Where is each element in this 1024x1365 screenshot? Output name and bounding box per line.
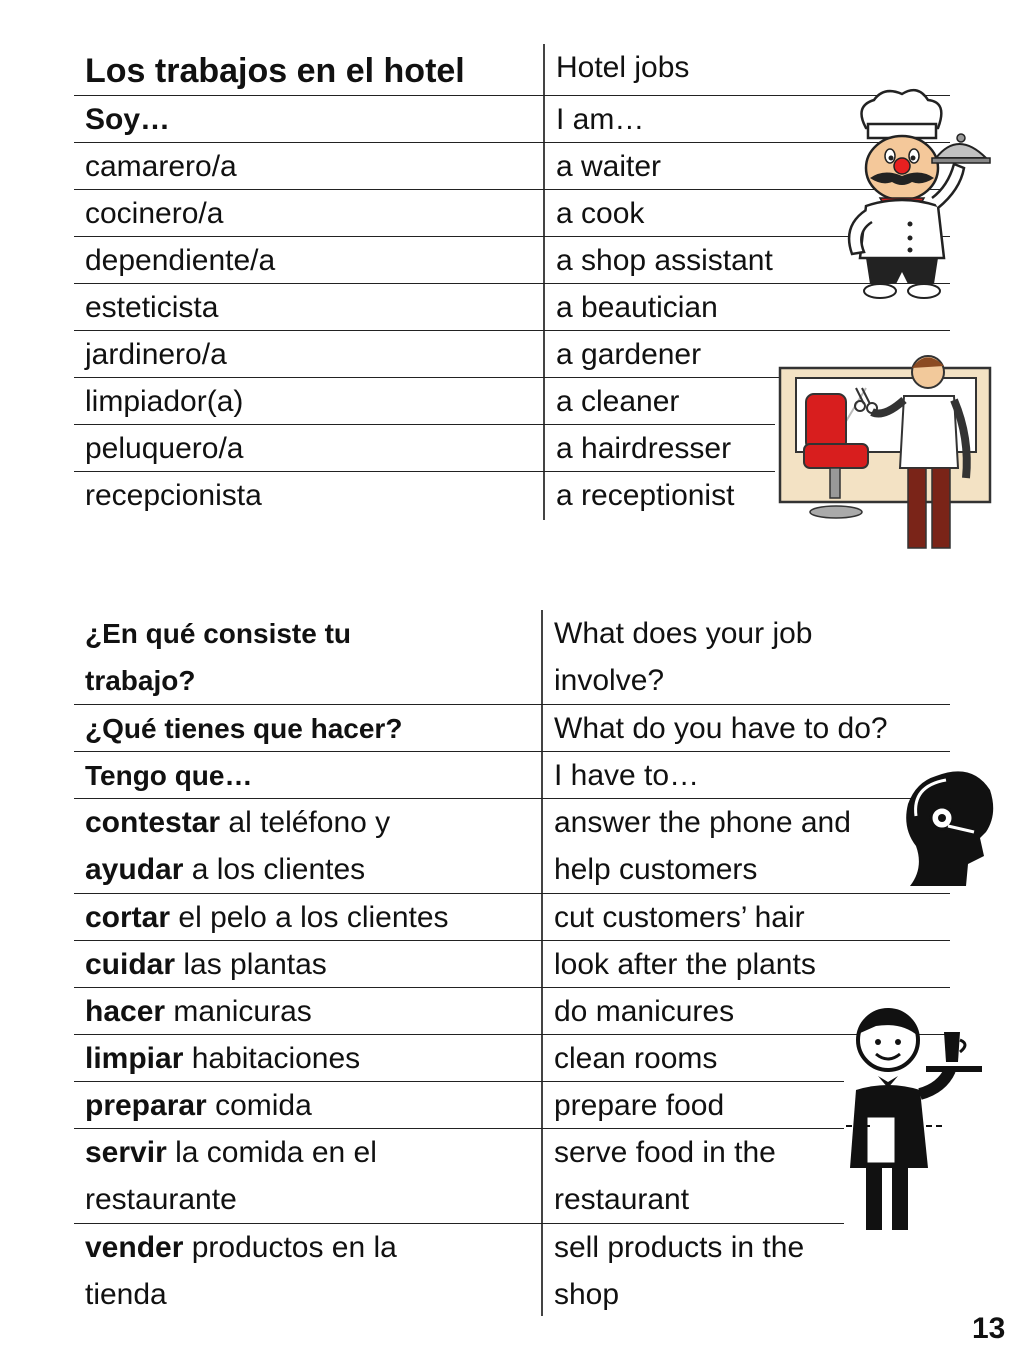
job-duties-table (74, 610, 950, 1318)
duty-en: do manicures (554, 995, 735, 1028)
verb: cortar (85, 901, 171, 934)
table-row (74, 1129, 844, 1224)
verb: cuidar (85, 948, 176, 981)
job-es: recepcionista (85, 479, 262, 512)
duty-rest: productos en la (183, 1231, 397, 1264)
chef-illustration (826, 86, 998, 300)
job-es: dependiente/a (85, 244, 276, 277)
phrase-es: Tengo que… (85, 760, 253, 791)
duty-es-line1 (85, 1224, 397, 1271)
duty-es-line1 (85, 1129, 377, 1176)
question-es-line2: trabajo? (85, 665, 196, 696)
question-es: ¿Qué tienes que hacer? (85, 713, 403, 744)
verb: contestar (85, 806, 221, 839)
duty-es (85, 1035, 360, 1082)
table-header-row (74, 44, 950, 96)
duty-rest: manicuras (165, 995, 312, 1028)
question-en: What do you have to do? (554, 712, 888, 745)
job-en: a waiter (556, 150, 662, 183)
duty-en-line2: help customers (554, 853, 758, 886)
table-title-es: Los trabajos en el hotel (85, 52, 465, 90)
table-row (74, 190, 950, 237)
table-row (74, 894, 950, 941)
duty-es-line2: restaurante (85, 1183, 237, 1216)
duty-rest: el pelo a los clientes (170, 901, 449, 934)
duty-rest: la comida en el (166, 1136, 377, 1169)
duty-en-line1: answer the phone and (554, 806, 851, 839)
job-es: cocinero/a (85, 197, 224, 230)
duty-en: prepare food (554, 1089, 725, 1122)
table-row (74, 237, 950, 284)
duty-rest: las plantas (175, 948, 327, 981)
table-header-row (74, 610, 950, 705)
table-row (74, 1035, 844, 1082)
duty-es-line1 (85, 799, 390, 846)
intro-es: Soy… (85, 103, 171, 136)
job-es: peluquero/a (85, 432, 244, 465)
duty-es (85, 894, 449, 941)
duty-es (85, 988, 312, 1035)
job-es: limpiador(a) (85, 385, 244, 418)
table-row (74, 425, 775, 472)
verb: limpiar (85, 1042, 184, 1075)
job-es: esteticista (85, 291, 219, 324)
table-row (74, 378, 775, 425)
table-row (74, 941, 950, 988)
duty-es (85, 1082, 312, 1129)
job-en: a shop assistant (556, 244, 773, 277)
job-en: a cleaner (556, 385, 680, 418)
table-row (74, 799, 950, 894)
job-en: a receptionist (556, 479, 735, 512)
table-row (74, 705, 950, 752)
table-row (74, 752, 950, 799)
job-en: a gardener (556, 338, 702, 371)
duty-es-line2 (85, 846, 365, 893)
hairdresser-illustration (776, 348, 996, 558)
job-en: a hairdresser (556, 432, 732, 465)
job-es: jardinero/a (85, 338, 227, 371)
duty-rest: a los clientes (183, 853, 366, 886)
table-row (74, 1082, 844, 1129)
duty-rest: comida (206, 1089, 312, 1122)
duty-rest: al teléfono y (220, 806, 391, 839)
duty-en: look after the plants (554, 948, 816, 981)
duty-en-line1: serve food in the (554, 1136, 776, 1169)
waiter-illustration (846, 1004, 986, 1236)
receptionist-headset-illustration (902, 768, 998, 888)
intro-en: I am… (556, 103, 645, 136)
job-en: a beautician (556, 291, 718, 324)
phrase-en: I have to… (554, 759, 700, 792)
page-number: 13 (972, 1312, 1006, 1345)
table-row (74, 1224, 950, 1318)
verb: preparar (85, 1089, 207, 1122)
table-row (74, 284, 950, 331)
verb: hacer (85, 995, 166, 1028)
duty-en: cut customers’ hair (554, 901, 805, 934)
table-title-en: Hotel jobs (556, 51, 690, 84)
duty-en: clean rooms (554, 1042, 718, 1075)
table-row (74, 96, 950, 143)
duty-en-line1: sell products in the (554, 1231, 805, 1264)
table-row (74, 988, 950, 1035)
duty-es-line2: tienda (85, 1278, 167, 1311)
verb: vender (85, 1231, 184, 1264)
question-en-line2: involve? (554, 664, 665, 697)
question-en-line1: What does your job (554, 617, 813, 650)
question-es-line1: ¿En qué consiste tu (85, 618, 352, 649)
verb: ayudar (85, 853, 184, 886)
duty-es (85, 941, 327, 988)
table-row (74, 143, 950, 190)
job-es: camarero/a (85, 150, 237, 183)
duty-rest: habitaciones (183, 1042, 361, 1075)
duty-en-line2: restaurant (554, 1183, 690, 1216)
duty-en-line2: shop (554, 1278, 620, 1311)
job-en: a cook (556, 197, 645, 230)
verb: servir (85, 1136, 167, 1169)
